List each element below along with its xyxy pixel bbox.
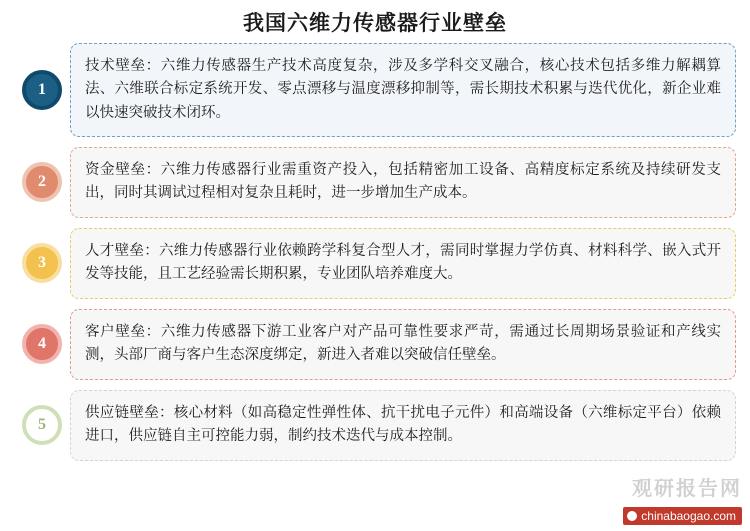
step-number-badge: 5	[22, 405, 62, 445]
barrier-list	[0, 43, 750, 461]
badge-container	[14, 162, 70, 202]
step-number-badge: 3	[22, 243, 62, 283]
list-item	[14, 227, 736, 299]
badge-container	[14, 324, 70, 364]
watermark-text: 观研报告网	[632, 478, 742, 500]
step-number-badge: 4	[22, 324, 62, 364]
brand-badge	[623, 507, 742, 525]
list-item	[14, 308, 736, 380]
step-number-badge: 1	[22, 70, 62, 110]
barrier-card: 人才壁垒：六维力传感器行业依赖跨学科复合型人才，需同时掌握力学仿真、材料科学、嵌入式开发等技能，且工艺经验需长期积累，专业团队培养难度大。	[70, 228, 736, 299]
barrier-card: 资金壁垒：六维力传感器行业需重资产投入，包括精密加工设备、高精度标定系统及持续研发支出，同时其调试过程相对复杂且耗时，进一步增加生产成本。	[70, 147, 736, 218]
page-title: 我国六维力传感器行业壁垒	[243, 11, 507, 35]
brand-label: chinabaogao.com	[641, 509, 736, 523]
barrier-card: 客户壁垒：六维力传感器下游工业客户对产品可靠性要求严苛，需通过长周期场景验证和产线实测，头部厂商与客户生态深度绑定，新进入者难以突破信任壁垒。	[70, 309, 736, 380]
list-item	[14, 43, 736, 137]
barrier-card: 技术壁垒：六维力传感器生产技术高度复杂，涉及多学科交叉融合，核心技术包括多维力解耦算法、六维联合标定系统开发、零点漂移与温度漂移抑制等，需长期技术积累与迭代优化，新企业难以快速突破技术闭环。	[70, 43, 736, 137]
list-item	[14, 389, 736, 461]
badge-container	[14, 70, 70, 110]
badge-container	[14, 243, 70, 283]
step-number-badge: 2	[22, 162, 62, 202]
barrier-card: 供应链壁垒：核心材料（如高稳定性弹性体、抗干扰电子元件）和高端设备（六维标定平台）依赖进口，供应链自主可控能力弱，制约技术迭代与成本控制。	[70, 390, 736, 461]
list-item	[14, 146, 736, 218]
badge-container	[14, 405, 70, 445]
brand-logo-icon	[627, 511, 637, 521]
